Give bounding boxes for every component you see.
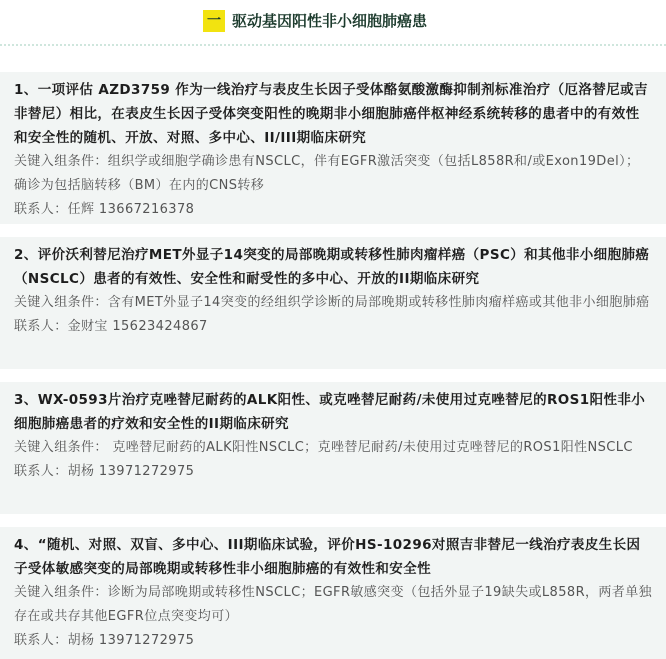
trial-contact: 联系人：任辉 13667216378	[14, 202, 195, 217]
section-header	[0, 0, 666, 46]
trial-criteria: 关键入组条件：诊断为局部晚期或转移性NSCLC；EGFR敏感突变（包括外显子19缺失或L858R，两者单独存在或共存其他EGFR位点突变均可）	[14, 585, 653, 624]
trial-title: 2、评价沃利替尼治疗MET外显子14突变的局部晚期或转移性肺肉瘤样癌（PSC）和其他非小细胞肺癌（NSCLC）患者的有效性、安全性和耐受性的多中心、开放的II期临床研究	[14, 247, 650, 287]
trial-criteria: 关键入组条件：组织学或细胞学确诊患有NSCLC，伴有EGFR激活突变（包括L858R和/或Exon19Del）；确诊为包括脑转移（BM）在内的CNS转移	[14, 154, 640, 193]
trial-card-1	[0, 72, 666, 224]
trial-title: 4、“随机、对照、双盲、多中心、III期临床试验，评价HS-10296对照吉非替尼一线治疗表皮生长因子受体敏感突变的局部晚期或转移性非小细胞肺癌的有效性和安全性	[14, 537, 641, 577]
trial-criteria: 关键入组条件：含有MET外显子14突变的经组织学诊断的局部晚期或转移性肺肉瘤样癌或其他非小细胞肺癌	[14, 295, 650, 310]
trial-title: 1、一项评估 AZD3759 作为一线治疗与表皮生长因子受体酪氨酸激酶抑制剂标准治疗（厄洛替尼或吉非替尼）相比，在表皮生长因子受体突变阳性的晚期非小细胞肺癌伴枢神经系统转移的患者中的有效性和安全性的随机、开放、对照、多中心、II/III期临床研究	[14, 82, 648, 146]
trial-title: 3、WX-0593片治疗克唑替尼耐药的ALK阳性、或克唑替尼耐药/未使用过克唑替尼的ROS1阳性非小细胞肺癌患者的疗效和安全性的II期临床研究	[14, 392, 646, 432]
section-title: 驱动基因阳性非小细胞肺癌患	[232, 12, 428, 30]
section-number-badge: 一	[203, 10, 225, 32]
trial-card-3	[0, 382, 666, 514]
trial-contact: 联系人：胡杨 13971272975	[14, 464, 195, 479]
trial-card-4	[0, 527, 666, 659]
header-divider	[0, 44, 666, 46]
trial-contact: 联系人：胡杨 13971272975	[14, 633, 195, 648]
trial-criteria: 关键入组条件： 克唑替尼耐药的ALK阳性NSCLC；克唑替尼耐药/未使用过克唑替尼的ROS1阳性NSCLC	[14, 440, 633, 455]
trial-contact: 联系人：金财宝 15623424867	[14, 319, 208, 334]
trial-card-2	[0, 237, 666, 369]
